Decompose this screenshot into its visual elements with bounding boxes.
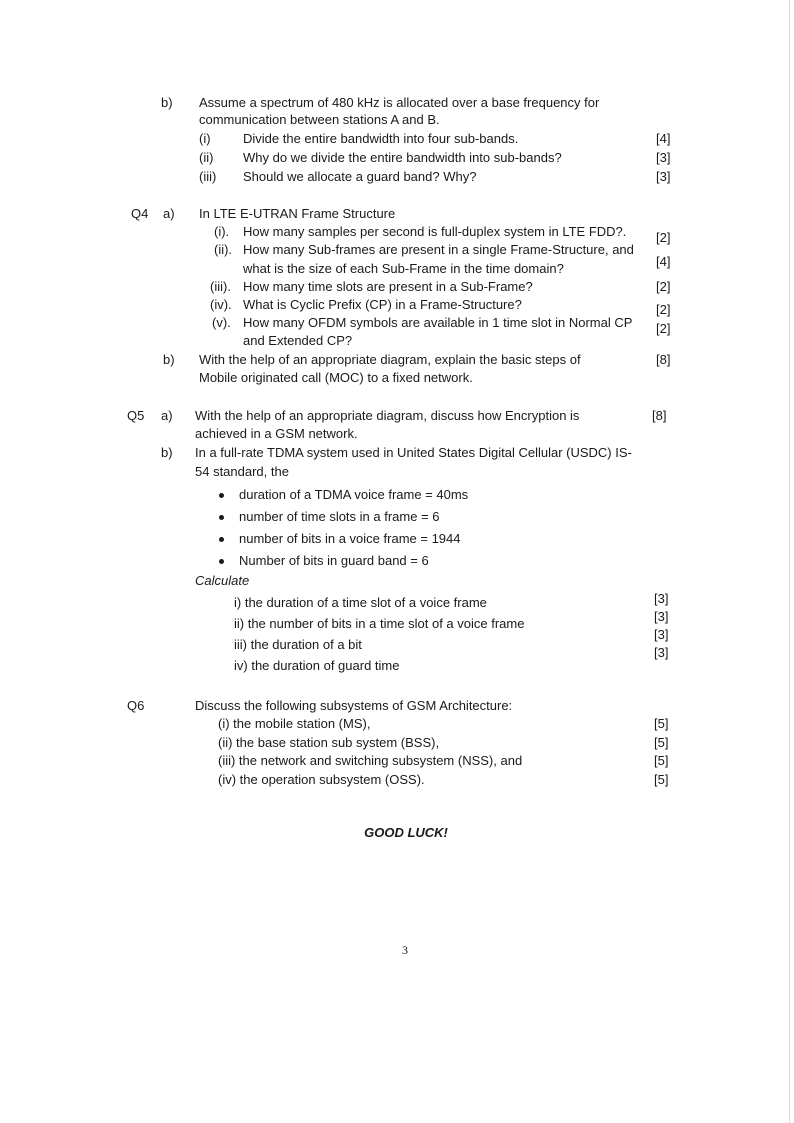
q5b-calc-marks: [3]: [654, 591, 669, 606]
q6-item: (i) the mobile station (MS),: [218, 716, 371, 731]
page-number: 3: [402, 943, 408, 957]
q3b-item-marks: [3]: [656, 150, 671, 165]
q6-item: (iii) the network and switching subsystem (NSS), and: [218, 753, 523, 768]
bullet-dot: [219, 515, 224, 520]
q4a-item-text: How many samples per second is full-duplex system in LTE FDD?.: [243, 224, 627, 239]
q5b-line1: In a full-rate TDMA system used in United States Digital Cellular (USDC) IS-: [195, 445, 632, 460]
q3b-intro-line1: Assume a spectrum of 480 kHz is allocated over a base frequency for: [199, 95, 600, 110]
q5b-label: b): [161, 445, 173, 460]
q4-label: Q4: [131, 206, 149, 221]
q4a-item-num: (ii).: [214, 242, 233, 257]
q4b-marks: [8]: [656, 352, 671, 367]
q5b-calc-item: iii) the duration of a bit: [234, 637, 362, 652]
q4a-item-text: What is Cyclic Prefix (CP) in a Frame-Structure?: [243, 297, 522, 312]
q3b-item-num: (i): [199, 131, 211, 146]
q3b-intro-line2: communication between stations A and B.: [199, 112, 440, 127]
bullet-dot: [219, 537, 224, 542]
q3b-item-text: Should we allocate a guard band? Why?: [243, 169, 477, 184]
q4b-label: b): [163, 352, 175, 367]
q4a-marks: [2]: [656, 230, 671, 245]
q5b-bullet: number of bits in a voice frame = 1944: [239, 531, 461, 546]
q5b-calculate: Calculate: [195, 573, 250, 588]
q6-label: Q6: [127, 698, 145, 713]
q5-label: Q5: [127, 408, 145, 423]
good-luck-text: GOOD LUCK!: [364, 825, 448, 840]
q4a-item-text: How many Sub-frames are present in a single Frame-Structure, and: [243, 242, 634, 257]
q5b-bullet: duration of a TDMA voice frame = 40ms: [239, 487, 469, 502]
q4a-marks: [2]: [656, 279, 671, 294]
q4a-heading: In LTE E-UTRAN Frame Structure: [199, 206, 396, 221]
q4a-item-num: (i).: [214, 224, 230, 239]
q6-heading: Discuss the following subsystems of GSM Architecture:: [195, 698, 513, 713]
q4a-marks: [4]: [656, 254, 671, 269]
q5b-calc-marks: [3]: [654, 609, 669, 624]
q6-item-marks: [5]: [654, 716, 669, 731]
q4b-line1: With the help of an appropriate diagram, explain the basic steps of: [199, 352, 581, 367]
q6-item-marks: [5]: [654, 753, 669, 768]
q6-item: (iv) the operation subsystem (OSS).: [218, 772, 425, 787]
q5a-marks: [8]: [652, 408, 667, 423]
q5b-bullet: Number of bits in guard band = 6: [239, 553, 429, 568]
q5b-calc-item: i) the duration of a time slot of a voice frame: [234, 595, 487, 610]
q5a-line1: With the help of an appropriate diagram, discuss how Encryption is: [195, 408, 580, 423]
bullet-dot: [219, 559, 224, 564]
q4a-item-num: (iii).: [210, 279, 231, 294]
page-edge-line: [789, 0, 790, 1123]
q4a-item-text-cont: and Extended CP?: [243, 333, 353, 348]
q3b-label: b): [161, 95, 173, 110]
q5b-calc-item: iv) the duration of guard time: [234, 658, 400, 673]
q6-item-marks: [5]: [654, 735, 669, 750]
q4a-label: a): [163, 206, 175, 221]
q3b-item-num: (ii): [199, 150, 214, 165]
q5b-calc-marks: [3]: [654, 627, 669, 642]
q5a-line2: achieved in a GSM network.: [195, 426, 358, 441]
q3b-item-text: Why do we divide the entire bandwidth into sub-bands?: [243, 150, 562, 165]
q5b-bullet: number of time slots in a frame = 6: [239, 509, 440, 524]
q5b-calc-item: ii) the number of bits in a time slot of a voice frame: [234, 616, 525, 631]
q4a-item-num: (iv).: [210, 297, 232, 312]
q6-item: (ii) the base station sub system (BSS),: [218, 735, 440, 750]
bullet-dot: [219, 493, 224, 498]
q4b-line2: Mobile originated call (MOC) to a fixed network.: [199, 370, 473, 385]
q3b-item-text: Divide the entire bandwidth into four sub-bands.: [243, 131, 519, 146]
q3b-item-marks: [3]: [656, 169, 671, 184]
q5b-calc-marks: [3]: [654, 645, 669, 660]
q4a-item-num: (v).: [212, 315, 231, 330]
q4a-marks: [2]: [656, 321, 671, 336]
q4a-marks: [2]: [656, 302, 671, 317]
q4a-item-text: How many time slots are present in a Sub-Frame?: [243, 279, 533, 294]
q3b-item-num: (iii): [199, 169, 217, 184]
q5b-line2: 54 standard, the: [195, 464, 289, 479]
q6-item-marks: [5]: [654, 772, 669, 787]
q3b-item-marks: [4]: [656, 131, 671, 146]
q5a-label: a): [161, 408, 173, 423]
q4a-item-text: How many OFDM symbols are available in 1 time slot in Normal CP: [243, 315, 633, 330]
q4a-item-text-cont: what is the size of each Sub-Frame in the time domain?: [243, 261, 564, 276]
